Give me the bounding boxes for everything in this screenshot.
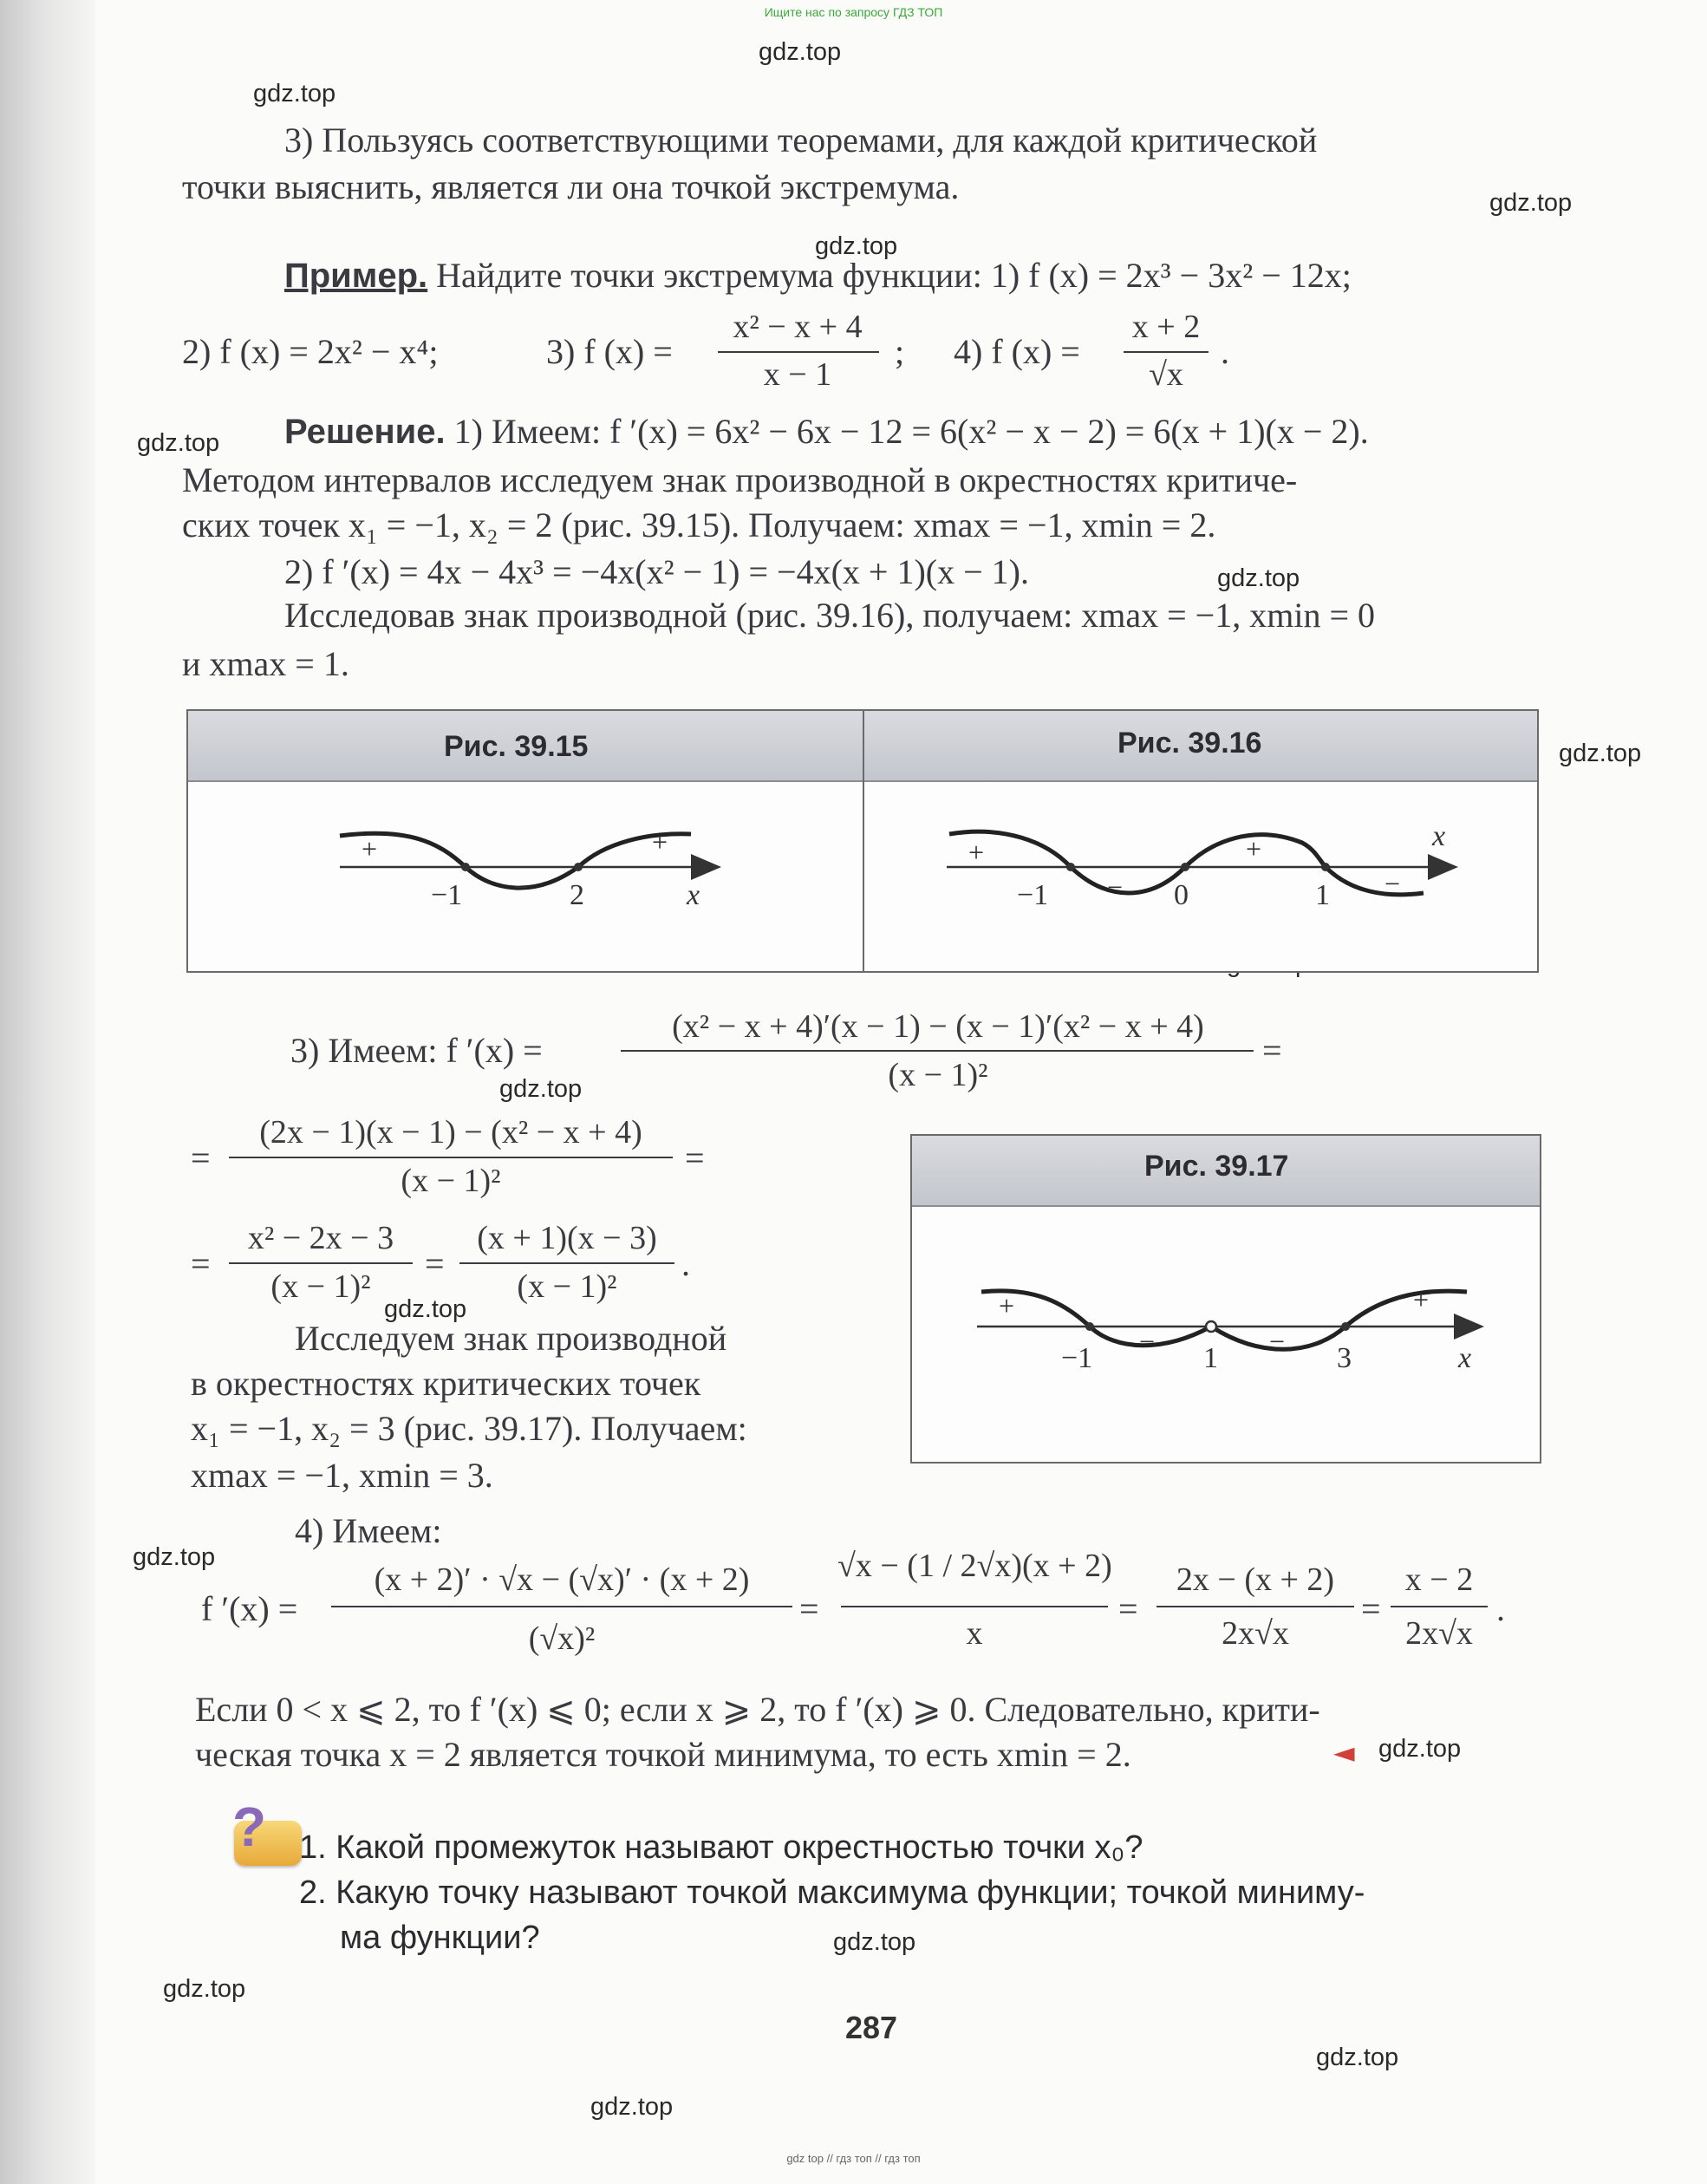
sol4-label: 4) Имеем: xyxy=(295,1511,442,1550)
example-4-suffix: . xyxy=(1221,332,1229,371)
fig16-sign: − xyxy=(1107,871,1124,903)
watermark: gdz.top xyxy=(1378,1735,1462,1763)
example-4-prefix: 4) f (x) = xyxy=(954,332,1080,371)
sol3-text-2: в окрестностях критических точек xyxy=(191,1364,701,1403)
fig17-sign: − xyxy=(1269,1326,1286,1357)
fig17-sign: + xyxy=(999,1290,1015,1321)
sol4-equals: = xyxy=(1118,1589,1138,1628)
watermark: gdz.top xyxy=(1217,564,1300,592)
fraction-bar xyxy=(621,1050,1254,1052)
fig16-label: 0 xyxy=(1174,879,1189,911)
watermark: gdz.top xyxy=(253,80,336,108)
sol3c-denominator-1: (x − 1)² xyxy=(270,1268,371,1305)
sol3-numerator: (x² − x + 4)′(x − 1) − (x − 1)′(x² − x + 4) xyxy=(672,1008,1204,1045)
fraction-bar xyxy=(229,1262,413,1264)
sol3-text-4: xmax = −1, xmin = 3. xyxy=(191,1456,493,1495)
fig15-sign: − xyxy=(513,871,530,903)
figure-panel-39-17 xyxy=(910,1134,1541,1464)
sol4-numerator-4: x − 2 xyxy=(1404,1561,1474,1598)
sol3-prefix: 3) Имеем: f ′(x) = xyxy=(290,1031,543,1070)
watermark: gdz.top xyxy=(133,1543,216,1571)
sol3b-numerator: (2x − 1)(x − 1) − (x² − x + 4) xyxy=(259,1114,642,1151)
question-2-line2: ма функции? xyxy=(340,1920,540,1956)
solution-1-line2: Методом интервалов исследуем знак производной в окрестностях критиче- xyxy=(182,460,1298,499)
fig15-point xyxy=(461,863,470,871)
sol4-dot: . xyxy=(1496,1589,1505,1628)
solution-2-line1: 2) f ′(x) = 4x − 4x³ = −4x(x² − 1) = −4x(x + 1)(x − 1). xyxy=(284,552,1029,591)
fig15-sign: + xyxy=(652,826,668,857)
sol3-text-1: Исследуем знак производной xyxy=(295,1319,727,1358)
example-3-suffix: ; xyxy=(895,332,905,371)
sol4-equals: = xyxy=(1361,1589,1381,1628)
watermark: gdz.top xyxy=(499,1075,583,1103)
question-1: 1. Какой промежуток называют окрестностью точки x₀? xyxy=(299,1829,1143,1866)
watermark: gdz.top xyxy=(163,1975,246,2003)
fig17-point xyxy=(1341,1322,1350,1331)
solution-line1 xyxy=(284,409,1369,454)
fraction-bar xyxy=(718,351,879,353)
fig17-title: Рис. 39.17 xyxy=(1144,1150,1289,1183)
conclusion-line1: Если 0 < x ⩽ 2, то f ′(x) ⩽ 0; если x ⩾ 2, то f ′(x) ⩾ 0. Следовательно, крити- xyxy=(195,1690,1320,1729)
fig16-point xyxy=(1181,863,1189,871)
fig16-label: 1 xyxy=(1315,879,1330,911)
watermark: gdz.top xyxy=(384,1295,467,1323)
sol3-text-3: x₁ = −1, x₂ = 3 (рис. 39.17). Получаем: xyxy=(191,1409,747,1448)
fig17-sign: − xyxy=(1139,1326,1156,1357)
sol3c-numerator-2: (x + 1)(x − 3) xyxy=(477,1220,657,1256)
fig15-title: Рис. 39.15 xyxy=(444,730,589,763)
fraction-bar xyxy=(1391,1606,1488,1607)
fig15-sign: + xyxy=(362,833,378,864)
step3-line1: 3) Пользуясь соответствующими теоремами, для каждой критической xyxy=(284,121,1318,160)
conclusion-line2: ческая точка x = 2 является точкой минимума, то есть xmin = 2. xyxy=(195,1735,1131,1774)
fig16-sign: + xyxy=(968,837,985,868)
sol4-equals: = xyxy=(799,1589,819,1628)
sol4-denominator-3: 2x√x xyxy=(1222,1615,1289,1652)
sol3c-denominator-2: (x − 1)² xyxy=(517,1268,617,1305)
fig16-point xyxy=(1066,863,1075,871)
book-spine-shadow xyxy=(0,0,95,2184)
example-3-numerator: x² − x + 4 xyxy=(733,309,863,345)
sol3c-dot: . xyxy=(681,1244,690,1283)
fig16-sign: − xyxy=(1384,868,1401,899)
question-mark-icon: ? xyxy=(232,1796,267,1858)
watermark: gdz.top xyxy=(1559,740,1642,767)
solution-label: Решение. xyxy=(284,413,446,451)
fig16-sign: + xyxy=(1246,833,1262,864)
fig17-label: x xyxy=(1458,1342,1472,1374)
sol3b-equals: = xyxy=(685,1138,705,1177)
sol4-denominator-1: (√x)² xyxy=(528,1620,596,1657)
sol3c-equals: = xyxy=(425,1244,445,1283)
question-2-line1: 2. Какую точку называют точкой максимума функции; точкой миниму- xyxy=(299,1874,1365,1911)
sol4-denominator-2: x xyxy=(966,1615,983,1652)
example-4-numerator: x + 2 xyxy=(1131,309,1201,345)
watermark: gdz.top xyxy=(833,1928,916,1956)
fig15-label: 2 xyxy=(570,879,584,911)
fig16-point xyxy=(1321,863,1330,871)
fraction-bar xyxy=(1124,351,1209,353)
step3-line2: точки выяснить, является ли она точкой экстремума. xyxy=(182,167,960,206)
sol3c-equals: = xyxy=(191,1244,211,1283)
solution-1-line3: ских точек x₁ = −1, x₂ = 2 (рис. 39.15). Получаем: xmax = −1, xmin = 2. xyxy=(182,505,1216,544)
sol4-numerator-1: (x + 2)′ · √x − (√x)′ · (x + 2) xyxy=(374,1561,750,1598)
watermark: gdz.top xyxy=(590,2093,674,2121)
example-line xyxy=(284,253,1352,298)
example-3-prefix: 3) f (x) = xyxy=(546,332,673,371)
footer-note: gdz top // гдз топ // гдз топ xyxy=(786,2152,921,2165)
fig15-point xyxy=(574,863,583,871)
solution-2-line2: Исследовав знак производной (рис. 39.16), получаем: xmax = −1, xmin = 0 xyxy=(284,596,1376,635)
fig17-sign: + xyxy=(1413,1284,1430,1315)
solution-1: 1) Имеем: f ′(x) = 6x² − 6x − 12 = 6(x² − x − 2) = 6(x + 1)(x − 2). xyxy=(453,412,1369,451)
fraction-bar xyxy=(331,1606,792,1607)
sol3b-equals: = xyxy=(191,1138,211,1177)
fig17-label: 1 xyxy=(1203,1342,1218,1374)
watermark: gdz.top xyxy=(1489,189,1573,217)
sol3-equals: = xyxy=(1262,1031,1282,1070)
sol4-numerator-2: √x − (1 / 2√x)(x + 2) xyxy=(837,1548,1112,1584)
sol4-denominator-4: 2x√x xyxy=(1405,1615,1473,1652)
example-text: Найдите точки экстремума функции: 1) f (x) = 2x³ − 3x² − 12x; xyxy=(436,256,1352,295)
watermark: gdz.top xyxy=(1316,2044,1399,2071)
fig15-label: −1 xyxy=(431,879,463,911)
fig17-hollow-point xyxy=(1206,1321,1216,1332)
fraction-bar xyxy=(1156,1606,1354,1607)
header-note: Ищите нас по запросу ГДЗ ТОП xyxy=(764,5,943,19)
watermark: gdz.top xyxy=(137,429,220,457)
figure-panel-39-15-16 xyxy=(186,709,1539,973)
fig15-label: x xyxy=(687,879,700,911)
fig16-label: −1 xyxy=(1017,879,1049,911)
page-number: 287 xyxy=(845,2010,898,2045)
example-3-denominator: x − 1 xyxy=(763,356,832,393)
fig16-title: Рис. 39.16 xyxy=(1117,727,1262,760)
sol4-lhs: f ′(x) = xyxy=(201,1589,298,1628)
fig17-sign-curve xyxy=(981,1291,1467,1349)
fig17-point xyxy=(1085,1322,1094,1331)
fig16-label: x xyxy=(1432,820,1446,852)
watermark: gdz.top xyxy=(759,38,842,66)
sol3b-denominator: (x − 1)² xyxy=(401,1163,501,1199)
figure-drawings xyxy=(188,780,1537,969)
sol4-numerator-3: 2x − (x + 2) xyxy=(1176,1561,1335,1598)
example-label: Пример. xyxy=(284,257,428,295)
fraction-bar xyxy=(459,1262,674,1264)
example-2: 2) f (x) = 2x² − x⁴; xyxy=(182,332,439,371)
figure-drawing-39-17 xyxy=(912,1205,1540,1462)
end-marker-icon: ◄ xyxy=(1333,1736,1355,1769)
solution-2-line3: и xmax = 1. xyxy=(182,644,349,683)
example-4-denominator: √x xyxy=(1149,356,1183,393)
fraction-bar xyxy=(841,1606,1108,1607)
sol3c-numerator-1: x² − 2x − 3 xyxy=(247,1220,394,1256)
fraction-bar xyxy=(229,1157,673,1158)
sol3-denominator: (x − 1)² xyxy=(888,1057,988,1093)
fig17-label: −1 xyxy=(1061,1342,1093,1374)
fig17-label: 3 xyxy=(1337,1342,1352,1374)
watermark: gdz.top xyxy=(815,232,898,260)
